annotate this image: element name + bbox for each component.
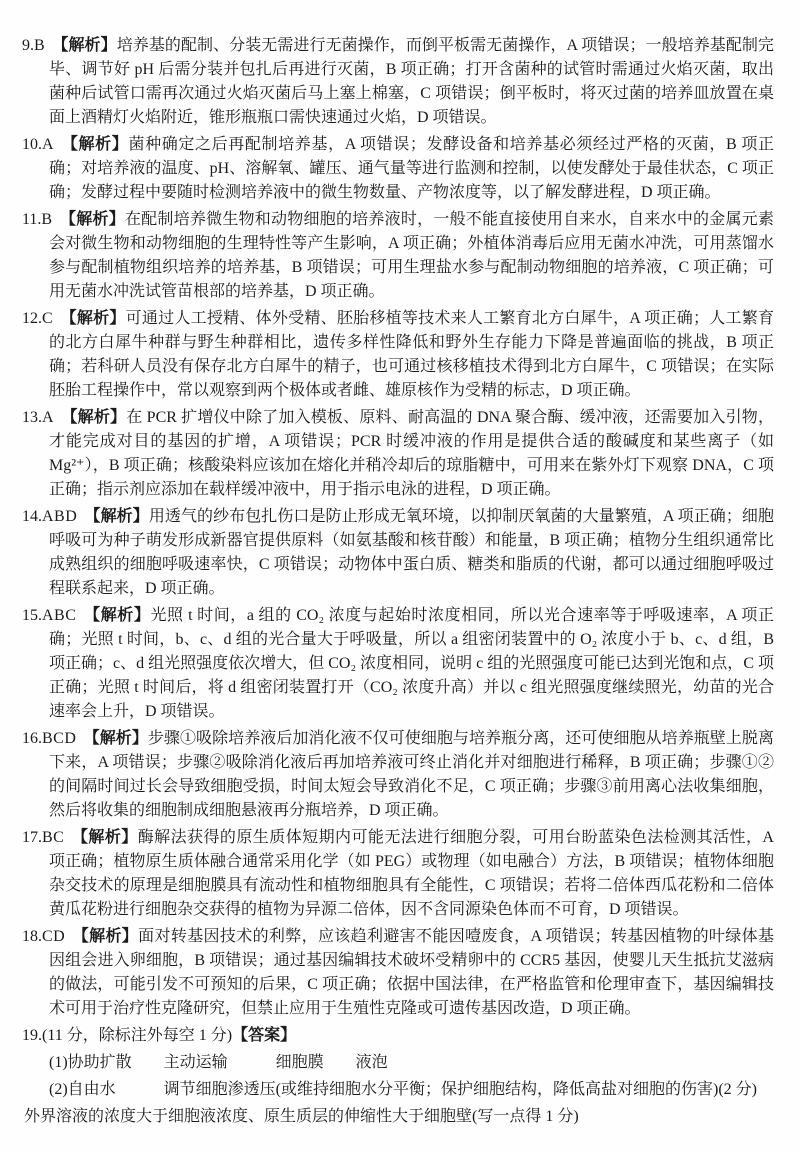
answer-letters: BCD xyxy=(42,730,77,747)
analysis-text: 菌种确定之后再配制培养基，A 项错误；发酵设备和培养基必须经过严格的灭菌，B 项正确；对培养液的温度、pH、溶解氧、罐压、通气量等进行监测和控制，以使发酵处于最佳状态，C 项正确；发酵过程中要随时检测培养液中的微生物数量、产物浓度等，以了解发酵进程，D 项正确。 xyxy=(49,136,774,201)
question-number: 14. xyxy=(22,508,42,525)
question-number: 19. xyxy=(22,1027,42,1044)
question-number: 9. xyxy=(22,37,34,54)
question-number: 18. xyxy=(22,928,42,945)
answer-item-19-header xyxy=(22,1024,774,1048)
analysis-label: 【解析】 xyxy=(61,136,129,153)
analysis-label: 【解析】 xyxy=(52,37,117,54)
answer-letters: C xyxy=(42,310,54,327)
analysis-text: 在配制培养微生物和动物细胞的培养液时，一般不能直接使用自来水，自来水中的金属元素会对微生物和动物细胞的生理特性等产生影响，A 项正确；外植体消毒后应用无菌水冲洗，可用蒸馏水参与配制植物组织培养的培养基，B 项错误；可用生理盐水参与配制动物细胞的培养液，C 项正确；可用无菌水冲洗试管苗根部的培养基，D 项正确。 xyxy=(49,211,774,300)
answer-item-16 xyxy=(22,727,774,823)
answer-item-17 xyxy=(22,826,774,922)
answer-item-10 xyxy=(22,133,774,205)
question-number: 17. xyxy=(22,829,42,846)
question-number: 10. xyxy=(22,136,42,153)
answer-letters: B xyxy=(34,37,46,54)
question-number: 11. xyxy=(22,211,42,228)
answer-item-13 xyxy=(22,406,774,502)
question-number: 16. xyxy=(22,730,42,747)
analysis-text: 培养基的配制、分装无需进行无菌操作，而倒平板需无菌操作，A 项错误；一般培养基配制完毕、调节好 pH 后需分装并包扎后再进行灭菌，B 项正确；打开含菌种的试管时需通过火焰灭菌，取出菌种后试管口需再次通过火焰灭菌后马上塞上棉塞，C 项错误；倒平板时，将灭过菌的培养皿放置在桌面上酒精灯火焰附近，锥形瓶瓶口需快速通过火焰，D 项错误。 xyxy=(49,37,774,126)
answer-item-9 xyxy=(22,34,774,130)
analysis-label: 【解析】 xyxy=(84,508,149,525)
answer-letters: ABC xyxy=(42,607,77,624)
answer-item-18 xyxy=(22,925,774,1021)
analysis-text: 用透气的纱布包扎伤口是防止形成无氧环境，以抑制厌氧菌的大量繁殖，A 项正确；细胞呼吸可为种子萌发形成新器官提供原料（如氨基酸和核苷酸）和能量，B 项正确；植物分生组织通常比成熟组织的细胞呼吸速率快，C 项错误；动物体中蛋白质、糖类和脂质的代谢，都可以通过细胞呼吸过程联系起来，D 项正确。 xyxy=(49,508,774,597)
answer-letters: BC xyxy=(42,829,65,846)
score-note: (11 分，除标注外每空 1 分) xyxy=(42,1027,233,1044)
answer-label: 【答案】 xyxy=(232,1027,297,1044)
answer-letters: CD xyxy=(42,928,66,945)
analysis-label: 【解析】 xyxy=(72,928,139,945)
analysis-text: 步骤①吸除培养液后加消化液不仅可使细胞与培养瓶分离，还可使细胞从培养瓶壁上脱离下来，A 项错误；步骤②吸除消化液后再加培养液可终止消化并对细胞进行稀释，B 项正确；步骤①②的间隔时间过长会导致细胞受损，时间太短会导致消化不足，C 项正确；步骤③前用离心法收集细胞，然后将收集的细胞制成细胞悬液再分瓶培养，D 项正确。 xyxy=(49,730,774,819)
answer-letters: A xyxy=(42,136,55,153)
analysis-text: 面对转基因技术的利弊，应该趋利避害不能因噎废食，A 项错误；转基因植物的叶绿体基因组会进入卵细胞，B 项错误；通过基因编辑技术破坏受精卵中的 CCR5 基因，使婴儿天生抵抗艾滋病的做法，可能引发不可预知的后果，C 项正确；依据中国法律，在严格监管和伦理审查下，基因编辑技术可用于治疗性克隆研究，但禁止应用于生殖性克隆或可遗传基因改造，D 项正确。 xyxy=(49,928,774,1017)
answer-item-12 xyxy=(22,307,774,403)
analysis-label: 【解析】 xyxy=(60,310,126,327)
question-number: 12. xyxy=(22,310,42,327)
q19-answer-line-3: 外界溶液的浓度大于细胞液浓度、原生质层的伸缩性大于细胞壁(写一点得 1 分) xyxy=(24,1108,579,1125)
answer-letters: ABD xyxy=(42,508,78,525)
question-number: 15. xyxy=(22,607,42,624)
analysis-label: 【解析】 xyxy=(83,607,151,624)
q19-answer-line-1: (1)协助扩散 主动运输 细胞膜 液泡 xyxy=(49,1054,388,1071)
analysis-label: 【解析】 xyxy=(71,829,138,846)
answer-letters: B xyxy=(41,211,53,228)
analysis-text: 光照 t 时间，a 组的 CO₂ 浓度与起始时浓度相同，所以光合速率等于呼吸速率，A 项正确；光照 t 时间，b、c、d 组的光合量大于呼吸量，所以 a 组密闭装置中的 O₂ 浓度小于 b、c、d 组，B 项正确；c、d 组光照强度依次增大，但 CO₂ 浓度相同，说明 c 组的光照强度可能已达到光饱和点，C 项正确；光照 t 时间后，将 d 组密闭装置打开（CO₂ 浓度升高）并以 c 组光照强度继续照光，幼苗的光合速率会上升，D 项错误。 xyxy=(49,607,774,720)
analysis-label: 【解析】 xyxy=(61,409,127,426)
q19-answer-line-2: (2)自由水 调节细胞渗透压(或维持细胞水分平衡；保护细胞结构，降低高盐对细胞的伤害)(2 分) xyxy=(49,1081,757,1098)
analysis-text: 在 PCR 扩增仪中除了加入模板、原料、耐高温的 DNA 聚合酶、缓冲液，还需要加入引物，才能完成对目的基因的扩增，A 项错误；PCR 时缓冲液的作用是提供合适的酸碱度和某些离子（如 Mg²⁺），B 项正确；核酸染料应该加在熔化并稍冷却后的琼脂糖中，可用来在紫外灯下观察 DNA，C 项正确；指示剂应添加在载样缓冲液中，用于指示电泳的进程，D 项正确。 xyxy=(49,409,774,498)
analysis-label: 【解析】 xyxy=(59,211,125,228)
answer-item-11 xyxy=(22,208,774,304)
answer-letters: A xyxy=(42,409,55,426)
analysis-label: 【解析】 xyxy=(83,730,148,747)
question-number: 13. xyxy=(22,409,42,426)
answer-item-15 xyxy=(22,604,774,724)
analysis-text: 酶解法获得的原生质体短期内可能无法进行细胞分裂，可用台盼蓝染色法检测其活性，A 项正确；植物原生质体融合通常采用化学（如 PEG）或物理（如电融合）方法，B 项错误；植物体细胞杂交技术的原理是细胞膜具有流动性和植物细胞具有全能性，C 项错误；若将二倍体西瓜花粉和二倍体黄瓜花粉进行细胞杂交获得的植物为异源二倍体，因不含同源染色体而不可育，D 项错误。 xyxy=(49,829,774,918)
analysis-text: 可通过人工授精、体外受精、胚胎移植等技术来人工繁育北方白犀牛，A 项正确；人工繁育的北方白犀牛种群与野生种群相比，遗传多样性降低和野外生存能力下降是普遍面临的挑战，B 项正确；若科研人员没有保存北方白犀牛的精子，也可通过核移植技术得到北方白犀牛，C 项错误；在实际胚胎工程操作中，常以观察到两个极体或者雌、雄原核作为受精的标志，D 项正确。 xyxy=(49,310,774,399)
answer-item-14 xyxy=(22,505,774,601)
